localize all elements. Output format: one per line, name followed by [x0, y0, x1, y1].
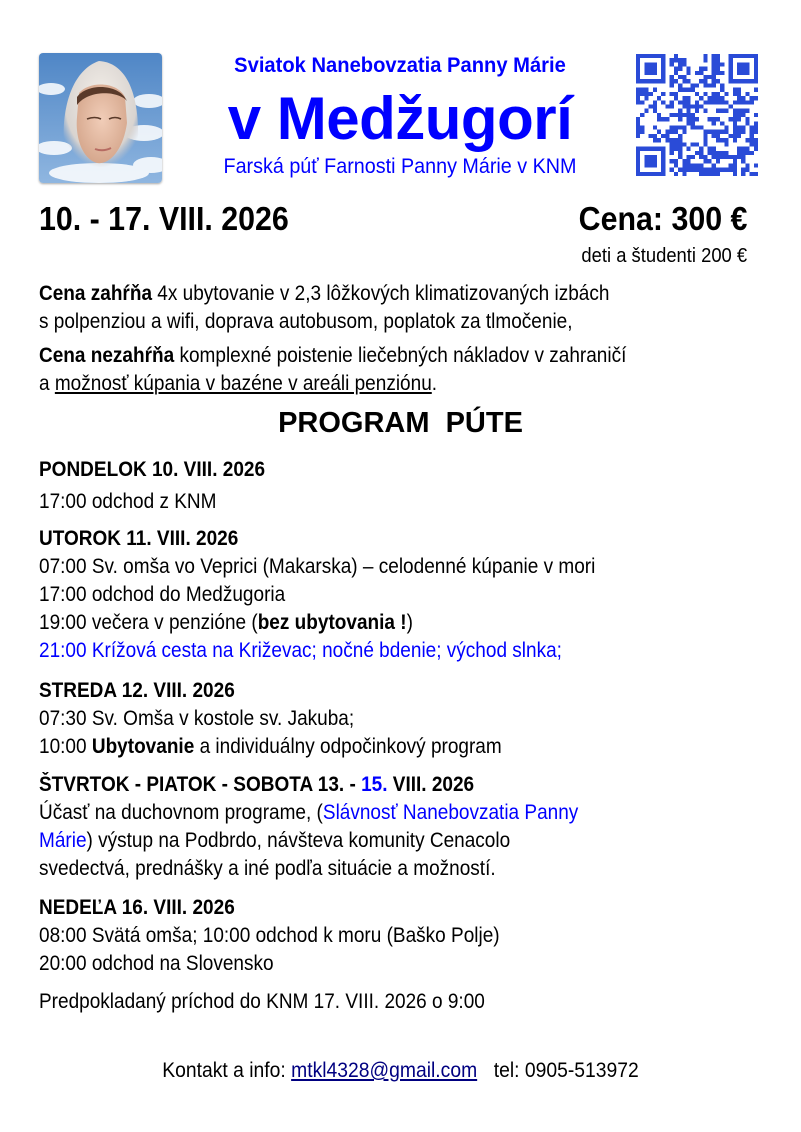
no-accommodation-note: bez ubytovania ! [257, 611, 407, 634]
contact-email-link[interactable]: mtkl4328@gmail.com [291, 1059, 478, 1082]
day-line: svedectvá, prednášky a iné podľa situácie a možností. [39, 857, 496, 880]
day-line-suffix: ) [406, 611, 413, 634]
price-excludes [39, 342, 727, 398]
arrival-text: Predpokladaný príchod do KNM 17. VIII. 2026 o 9:00 [39, 990, 485, 1013]
trip-price: Cena: 300 € [578, 200, 747, 237]
day-line-text: 19:00 večera v penzióne ( [39, 611, 258, 634]
day-line-time: 10:00 [39, 735, 92, 758]
day-heading-highlight: 15. [361, 773, 388, 796]
feast-name-continued: Márie [39, 829, 87, 852]
day-line [39, 827, 727, 855]
contact-phone: tel: 0905-513972 [493, 1059, 639, 1082]
day-line: 08:00 Svätá omša; 10:00 odchod k moru (Baško Polje) [39, 924, 500, 947]
event-tagline: Farská púť Farnosti Panny Márie v KNM [223, 155, 577, 178]
program-day-tuesday [39, 525, 727, 665]
program-title: PROGRAM PÚTE [278, 407, 523, 439]
qr-code-icon[interactable] [636, 54, 758, 176]
includes-label: Cena zahŕňa [39, 282, 153, 305]
accommodation-note: Ubytovanie [91, 735, 195, 758]
day-line: 07:30 Sv. Omša v kostole sv. Jakuba; [39, 707, 355, 730]
includes-text: 4x ubytovanie v 2,3 lôžkových klimatizovaných izbách [152, 282, 610, 305]
day-line: 17:00 odchod do Medžugoria [39, 583, 286, 606]
program-day-wednesday [39, 677, 727, 761]
event-title: v Medžugorí [227, 85, 573, 152]
day-heading-suffix: VIII. 2026 [387, 773, 475, 796]
arrival-note [39, 988, 727, 1016]
trip-price-reduced: deti a študenti 200 € [581, 245, 747, 267]
excludes-pool-note: možnosť kúpania v bazéne v areáli penziónu [54, 372, 432, 395]
day-heading: PONDELOK 10. VIII. 2026 [39, 458, 266, 481]
day-heading: NEDEĽA 16. VIII. 2026 [39, 896, 235, 919]
day-line-text: a individuálny odpočinkový program [194, 735, 502, 758]
day-line [39, 799, 727, 827]
includes-text-continued: s polpenziou a wifi, doprava autobusom, poplatok za tlmočenie, [39, 310, 573, 333]
day-line-text: ) výstup na Podbrdo, návšteva komunity Cenacolo [86, 829, 511, 852]
excludes-label: Cena nezahŕňa [39, 344, 175, 367]
price-includes [39, 280, 727, 336]
madonna-portrait-image [39, 53, 162, 183]
day-line-highlight: 21:00 Krížová cesta na Križevac; nočné bdenie; východ slnka; [39, 639, 562, 662]
day-heading [39, 771, 727, 799]
contact-line [32, 1059, 769, 1083]
contact-label: Kontakt a info: [162, 1059, 292, 1082]
day-line: 17:00 odchod z KNM [39, 490, 217, 513]
program-day-sunday [39, 894, 727, 978]
day-line: 07:00 Sv. omša vo Veprici (Makarska) – celodenné kúpanie v mori [39, 555, 596, 578]
trip-dates: 10. - 17. VIII. 2026 [39, 200, 289, 237]
excludes-prefix: a [39, 372, 55, 395]
feast-name: Slávnosť Nanebovzatia Panny [322, 801, 579, 824]
day-heading-prefix: ŠTVRTOK - PIATOK - SOBOTA 13. - [39, 773, 362, 796]
day-line: 20:00 odchod na Slovensko [39, 952, 274, 975]
day-line [39, 609, 727, 637]
day-heading: STREDA 12. VIII. 2026 [39, 679, 235, 702]
day-heading: UTOROK 11. VIII. 2026 [39, 527, 239, 550]
program-day-thu-sat [39, 771, 727, 883]
day-line [39, 733, 727, 761]
program-day-monday [39, 456, 727, 516]
event-subtitle: Sviatok Nanebovzatia Panny Márie [234, 54, 566, 77]
excludes-text: komplexné poistenie liečebných nákladov v zahraničí [174, 344, 627, 367]
excludes-suffix: . [431, 372, 438, 395]
day-line-text: Účasť na duchovnom programe, ( [39, 801, 323, 824]
